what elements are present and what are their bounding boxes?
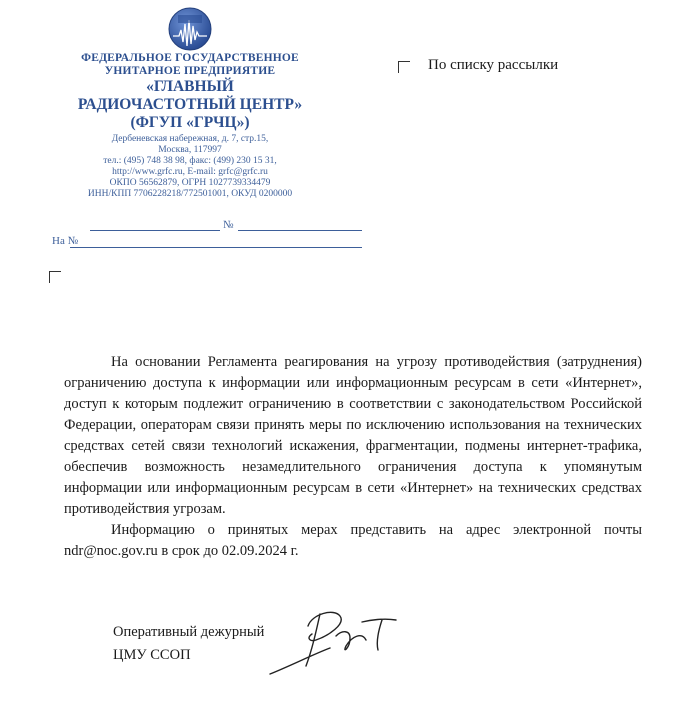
body-paragraph-2: Информацию о принятых мерах представить на адрес электронной почты ndr@noc.gov.ru в срок до 02.09.2024 г. xyxy=(64,522,642,559)
outgoing-number-row xyxy=(90,218,362,232)
web-email: http://www.grfc.ru, E-mail: grfc@grfc.ru xyxy=(112,167,268,177)
signer-department: ЦМУ ССОП xyxy=(113,647,191,663)
registration-lines xyxy=(52,218,362,252)
okpo-ogrn: ОКПО 56562879, ОГРН 1027739334479 xyxy=(109,178,271,188)
ref-line xyxy=(70,247,362,248)
signer-title: Оперативный дежурный xyxy=(113,624,265,640)
number-symbol: № xyxy=(223,219,234,231)
reference-row xyxy=(52,235,362,249)
address-line2: Москва, 117997 xyxy=(158,145,222,155)
inn-kpp: ИНН/КПП 7706228218/772501001, ОКУД 0200000 xyxy=(87,189,293,199)
letterhead xyxy=(30,6,350,200)
addressee: По списку рассылки xyxy=(428,57,559,73)
org-short-name: (ФГУП «ГРЧЦ») xyxy=(130,114,250,131)
handwritten-signature xyxy=(250,596,450,686)
org-name-line3: «ГЛАВНЫЙ xyxy=(146,78,234,95)
phone-fax: тел.: (495) 748 38 98, факс: (499) 230 15 31, xyxy=(103,156,277,166)
address-line1: Дербеневская набережная, д. 7, стр.15, xyxy=(111,134,269,144)
addressee-corner-mark xyxy=(398,61,410,73)
signer-block xyxy=(113,621,264,667)
date-line xyxy=(90,230,220,231)
ref-label: На № xyxy=(52,235,79,247)
org-name-line4: РАДИОЧАСТОТНЫЙ ЦЕНТР» xyxy=(77,96,303,113)
org-name-line1: ФЕДЕРАЛЬНОЕ ГОСУДАРСТВЕННОЕ xyxy=(81,52,299,64)
letter-body xyxy=(64,352,642,562)
subject-corner-mark xyxy=(49,271,61,283)
grfc-logo xyxy=(167,6,213,52)
body-paragraph-1: На основании Регламента реагирования на угрозу противодействия (затруднения) ограничению доступа к информации или информационным ресурсам в сети «Интернет», доступ к которым подлежит ограничению в соответствии с законодательством Российской Федерации, операторам связи принять меры по исключению использования на технических средствах сетей связи технологий искажения, фрагментации, подмены интернет-трафика, обеспечив возможность незамедлительного ограничения доступа к упомянутым информации или информационным ресурсам в сети «Интернет» на технических средствах противодействия угрозам. xyxy=(64,354,642,517)
number-line xyxy=(238,230,362,231)
org-name-line2: УНИТАРНОЕ ПРЕДПРИЯТИЕ xyxy=(104,65,276,77)
